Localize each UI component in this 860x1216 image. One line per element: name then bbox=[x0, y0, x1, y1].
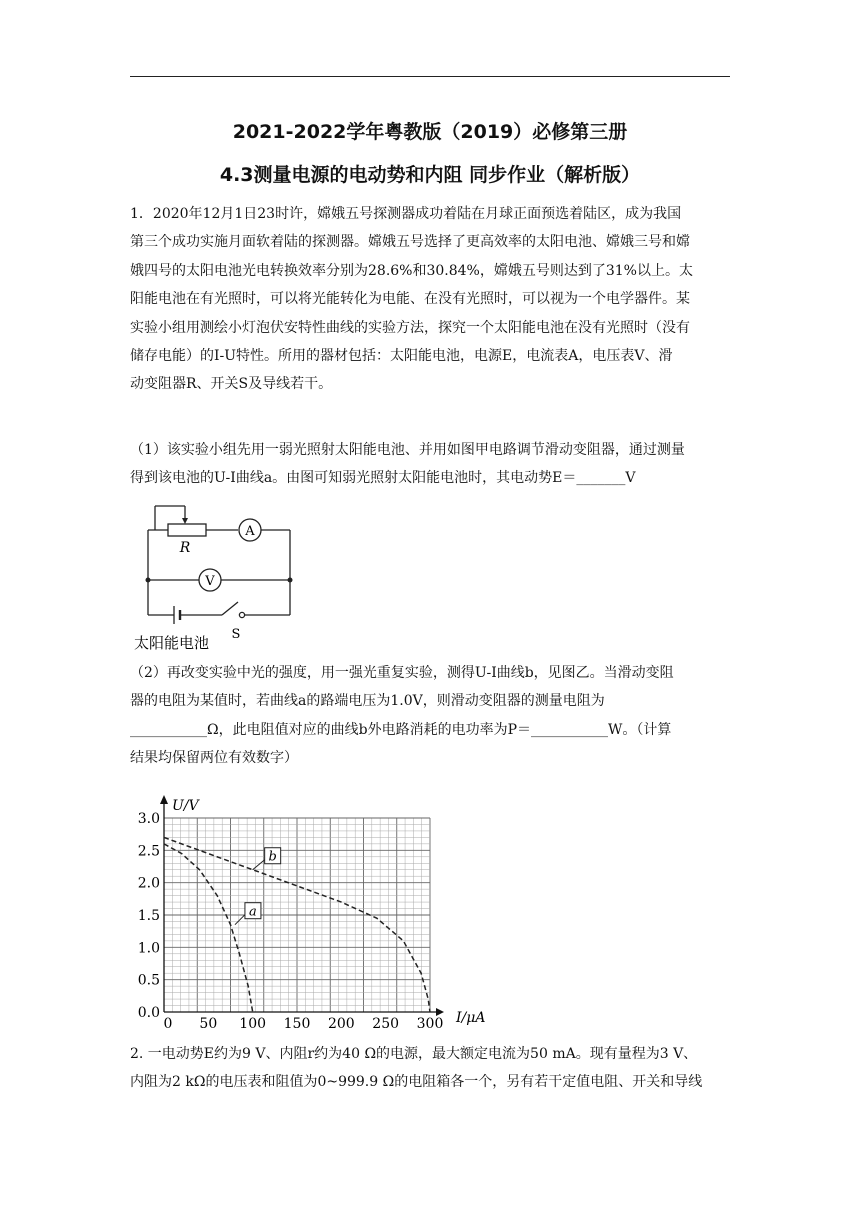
x-axis-arrow bbox=[436, 1008, 444, 1016]
y-tick-label: 0.5 bbox=[137, 972, 160, 989]
x-tick-label: 0 bbox=[163, 1016, 173, 1030]
document-title: 2021-2022学年粤教版（2019）必修第三册 bbox=[232, 121, 628, 143]
x-tick-label: 250 bbox=[372, 1016, 400, 1030]
y-tick-label: 0.0 bbox=[137, 1005, 160, 1021]
question-1-part-2 bbox=[130, 659, 742, 773]
question-1-stem bbox=[130, 200, 742, 399]
text-line: 阳能电池在有光照时，可以将光能转化为电能、在没有光照时，可以视为一个电学器件。某 bbox=[130, 291, 690, 308]
x-tick-label: 100 bbox=[239, 1016, 267, 1030]
question-2-stem bbox=[130, 1040, 742, 1097]
y-axis-label: U/V bbox=[172, 798, 199, 814]
circuit-diagram bbox=[130, 490, 300, 650]
text-line: 结果均保留两位有效数字） bbox=[130, 750, 298, 767]
text-line: 1．2020年12月1日23时许，嫦娥五号探测器成功着陆在月球正面预选着陆区，成为我国 bbox=[130, 206, 682, 222]
text-line: 器的电阻为某值时，若曲线a的路端电压为1.0V，则滑动变阻器的测量电阻为 bbox=[130, 693, 605, 710]
switch-icon bbox=[222, 602, 238, 615]
text-line: 储存电能）的I-U特性。所用的器材包括：太阳能电池，电源E，电流表A，电压表V、滑 bbox=[130, 348, 673, 365]
text-line: 得到该电池的U-I曲线a。由图可知弱光照射太阳能电池时，其电动势E＝_______V bbox=[130, 470, 636, 487]
text-line: 动变阻器R、开关S及导线若干。 bbox=[130, 376, 333, 393]
switch-label: S bbox=[231, 627, 241, 642]
text-line: 娥四号的太阳电池光电转换效率分别为28.6%和30.84%，嫦娥五号则达到了31%以上。太 bbox=[130, 262, 693, 279]
series-b-leader bbox=[253, 860, 265, 870]
y-tick-label: 2.5 bbox=[137, 843, 160, 860]
battery-label: 太阳能电池 bbox=[134, 634, 210, 650]
voltmeter-label: V bbox=[205, 574, 215, 589]
chart-grid bbox=[164, 818, 430, 1012]
text-line: ___________Ω，此电阻值对应的曲线b外电路消耗的电功率为P＝___________W。（计算 bbox=[130, 721, 672, 738]
x-tick-label: 150 bbox=[283, 1016, 311, 1030]
text-line: 2. 一电动势E约为9 V、内阻r约为40 Ω的电源，最大额定电流为50 mA。现有量程为3 V、 bbox=[130, 1046, 698, 1062]
text-line: （2）再改变实验中光的强度，用一强光重复实验，测得U-I曲线b，见图乙。当滑动变阻 bbox=[130, 665, 674, 681]
y-axis-arrow bbox=[160, 795, 168, 804]
ui-graph bbox=[120, 790, 500, 1030]
chart-axes bbox=[160, 795, 444, 1016]
header-rule bbox=[130, 76, 730, 77]
text-line: （1）该实验小组先用一弱光照射太阳能电池、并用如图甲电路调节滑动变阻器，通过测量 bbox=[130, 442, 685, 458]
x-tick-label: 200 bbox=[327, 1016, 355, 1030]
document-subtitle: 4.3测量电源的电动势和内阻 同步作业（解析版） bbox=[219, 164, 641, 186]
x-tick-label: 300 bbox=[416, 1016, 444, 1030]
y-tick-label: 3.0 bbox=[137, 811, 160, 827]
question-1-part-1 bbox=[130, 436, 742, 493]
text-line: 实验小组用测绘小灯泡伏安特性曲线的实验方法，探究一个太阳能电池在没有光照时（没有 bbox=[130, 319, 690, 336]
text-line: 内阻为2 kΩ的电压表和阻值为0~999.9 Ω的电阻箱各一个，另有若干定值电阻、开关和导线 bbox=[130, 1074, 703, 1091]
text-line: 第三个成功实施月面软着陆的探测器。嫦娥五号选择了更高效率的太阳电池、嫦娥三号和嫦 bbox=[130, 234, 690, 251]
x-axis-label: I/μA bbox=[456, 1010, 486, 1026]
y-tick-label: 1.0 bbox=[137, 940, 160, 957]
rheostat-icon bbox=[168, 524, 206, 536]
series-a-label: a bbox=[249, 904, 257, 920]
rheostat-label: R bbox=[179, 540, 191, 556]
y-tick-label: 2.0 bbox=[137, 875, 160, 892]
x-tick-label: 50 bbox=[199, 1016, 218, 1030]
series-b-label: b bbox=[268, 849, 277, 865]
series-a-leader bbox=[235, 915, 245, 925]
ammeter-label: A bbox=[245, 524, 255, 539]
y-tick-label: 1.5 bbox=[137, 908, 160, 924]
